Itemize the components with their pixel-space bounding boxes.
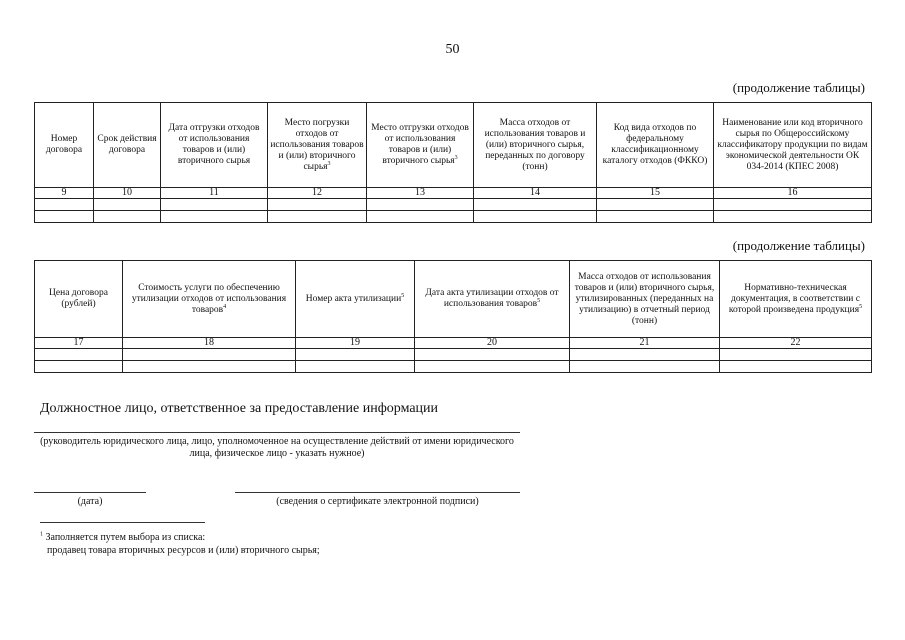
- esign-line[interactable]: [235, 492, 520, 493]
- empty-cell[interactable]: [415, 349, 570, 361]
- table-1-header-cell: Место отгрузки отходов от использования товаров и (или) вторичного сырья$^3$: [367, 103, 474, 188]
- table-2: [34, 260, 872, 373]
- empty-cell[interactable]: [720, 361, 872, 373]
- column-number: 12: [268, 188, 367, 199]
- empty-cell[interactable]: [123, 349, 296, 361]
- table-1-header-cell: Масса отходов от использования товаров и (или) вторичного сырья, переданных по договору (тонн): [474, 103, 597, 188]
- table-1-header-cell: Номер договора: [35, 103, 94, 188]
- table-1-header-cell: Наименование или код вторичного сырья по Общероссийскому классификатору продукции по видам экономической деятельности ОК 034-2014 (КПЕС 2008): [714, 103, 872, 188]
- table-2-header-cell: Стоимость услуги по обеспечению утилизации отходов от использования товаров$^4$: [123, 261, 296, 338]
- column-number: 19: [296, 338, 415, 349]
- empty-cell[interactable]: [35, 361, 123, 373]
- table-2-header-cell: Масса отходов от использования товаров и (или) вторичного сырья, утилизированных (переданных на утилизацию) в отчетный период (тонн): [570, 261, 720, 338]
- empty-cell[interactable]: [35, 349, 123, 361]
- column-number: 10: [94, 188, 161, 199]
- empty-cell[interactable]: [597, 211, 714, 223]
- column-number: 14: [474, 188, 597, 199]
- footnote-option: продавец товара вторичных ресурсов и (или) вторичного сырья;: [47, 545, 320, 556]
- date-line[interactable]: [34, 492, 146, 493]
- continuation-label-2: (продолжение таблицы): [732, 238, 865, 253]
- empty-cell[interactable]: [296, 361, 415, 373]
- column-number: 13: [367, 188, 474, 199]
- column-number: 18: [123, 338, 296, 349]
- official-caption: (руководитель юридического лица, лицо, уполномоченное на осуществление действий от имени юридического лица, физическое лицо - указать нужное): [40, 436, 514, 459]
- empty-cell[interactable]: [268, 211, 367, 223]
- empty-cell[interactable]: [35, 211, 94, 223]
- empty-cell[interactable]: [570, 349, 720, 361]
- column-number: 17: [35, 338, 123, 349]
- empty-cell[interactable]: [714, 211, 872, 223]
- column-number: 20: [415, 338, 570, 349]
- column-number: 22: [720, 338, 872, 349]
- empty-cell[interactable]: [714, 199, 872, 211]
- continuation-label-1: (продолжение таблицы): [732, 80, 865, 95]
- table-2-header-cell: Номер акта утилизации$^5$: [296, 261, 415, 338]
- empty-cell[interactable]: [367, 199, 474, 211]
- table-1-header-cell: Место погрузки отходов от использования товаров и (или) вторичного сырья$^3$: [268, 103, 367, 188]
- empty-cell[interactable]: [720, 349, 872, 361]
- table-2-header-row: [35, 261, 872, 338]
- column-number: 16: [714, 188, 872, 199]
- empty-cell[interactable]: [570, 361, 720, 373]
- table-1-empty-row: [35, 199, 872, 211]
- page-number: 50: [445, 42, 460, 57]
- table-1-number-row: [35, 188, 872, 199]
- empty-cell[interactable]: [415, 361, 570, 373]
- footnote-marker: 1: [40, 531, 43, 538]
- table-1-empty-row: [35, 211, 872, 223]
- table-2-empty-row: [35, 361, 872, 373]
- empty-cell[interactable]: [123, 361, 296, 373]
- empty-cell[interactable]: [474, 199, 597, 211]
- footnote: [40, 531, 320, 557]
- official-signature-line[interactable]: [34, 432, 520, 433]
- table-1-header-cell: Срок действия договора: [94, 103, 161, 188]
- table-2-header-cell: Цена договора (рублей): [35, 261, 123, 338]
- empty-cell[interactable]: [161, 199, 268, 211]
- table-2-empty-row: [35, 349, 872, 361]
- table-1-header-cell: Дата отгрузки отходов от использования товаров и (или) вторичного сырья: [161, 103, 268, 188]
- empty-cell[interactable]: [161, 211, 268, 223]
- empty-cell[interactable]: [268, 199, 367, 211]
- empty-cell[interactable]: [597, 199, 714, 211]
- empty-cell[interactable]: [94, 199, 161, 211]
- table-2-header-cell: Нормативно-техническая документация, в соответствии с которой произведена продукция$^5$: [720, 261, 872, 338]
- date-caption: (дата): [77, 496, 103, 507]
- column-number: 15: [597, 188, 714, 199]
- esign-caption: (сведения о сертификате электронной подписи): [276, 496, 479, 507]
- responsible-official-title: Должностное лицо, ответственное за предоставление информации: [40, 401, 439, 416]
- empty-cell[interactable]: [367, 211, 474, 223]
- empty-cell[interactable]: [94, 211, 161, 223]
- empty-cell[interactable]: [35, 199, 94, 211]
- footnote-text: Заполняется путем выбора из списка:: [45, 532, 206, 543]
- table-2-number-row: [35, 338, 872, 349]
- empty-cell[interactable]: [474, 211, 597, 223]
- table-2-header-cell: Дата акта утилизации отходов от использования товаров$^5$: [415, 261, 570, 338]
- empty-cell[interactable]: [296, 349, 415, 361]
- column-number: 21: [570, 338, 720, 349]
- footnote-separator: [40, 522, 205, 523]
- table-1-header-row: [35, 103, 872, 188]
- column-number: 11: [161, 188, 268, 199]
- table-1-header-cell: Код вида отходов по федеральному классификационному каталогу отходов (ФККО): [597, 103, 714, 188]
- table-1: [34, 102, 872, 223]
- column-number: 9: [35, 188, 94, 199]
